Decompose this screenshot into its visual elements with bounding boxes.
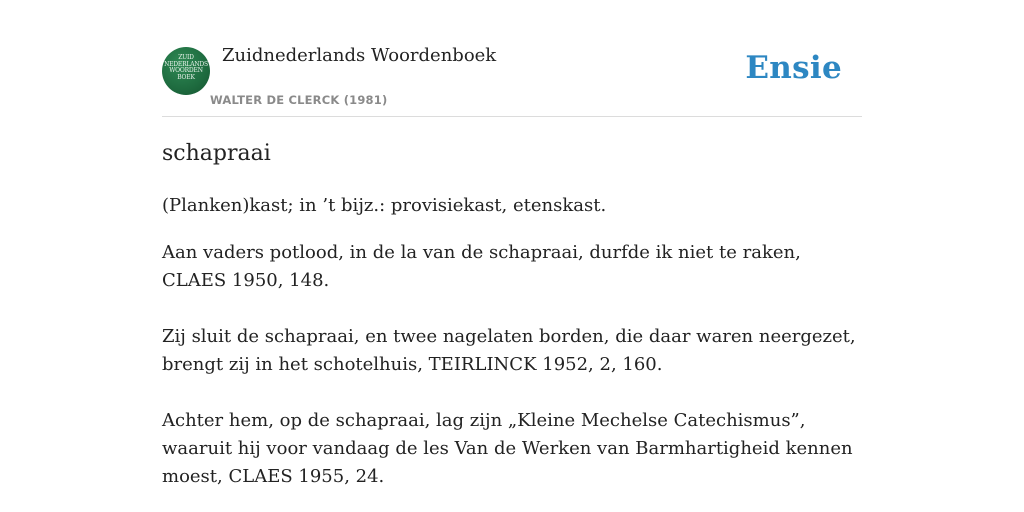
entry-headword: schapraai [162,141,271,166]
entry-definition: (Planken)kast; in ’t bijz.: provisiekast, etenskast. [162,195,607,216]
dictionary-author: WALTER DE CLERCK (1981) [210,93,388,107]
dictionary-logo[interactable] [162,47,210,95]
example-quote: Achter hem, op de schapraai, lag zijn „Kleine Mechelse Catechismus”, waaruit hij voor vandaag de les Van de Werken van Barmhartigheid kennen moest, CLAES 1955, 24. [162,410,853,487]
header [162,0,862,117]
entry-content [162,138,862,512]
ensie-logo[interactable]: Ensie [745,50,842,86]
logo-text: ZUID NEDERLANDS WOORDEN BOEK [164,54,208,81]
example-quote: Zij sluit de schapraai, en twee nagelaten borden, die daar waren neergezet, brengt zij in het schotelhuis, TEIRLINCK 1952, 2, 160. [162,326,856,375]
example-quote: Aan vaders potlood, in de la van de schapraai, durfde ik niet te raken, CLAES 1950, 148. [162,242,801,291]
dictionary-title[interactable]: Zuidnederlands Woordenboek [222,45,497,66]
